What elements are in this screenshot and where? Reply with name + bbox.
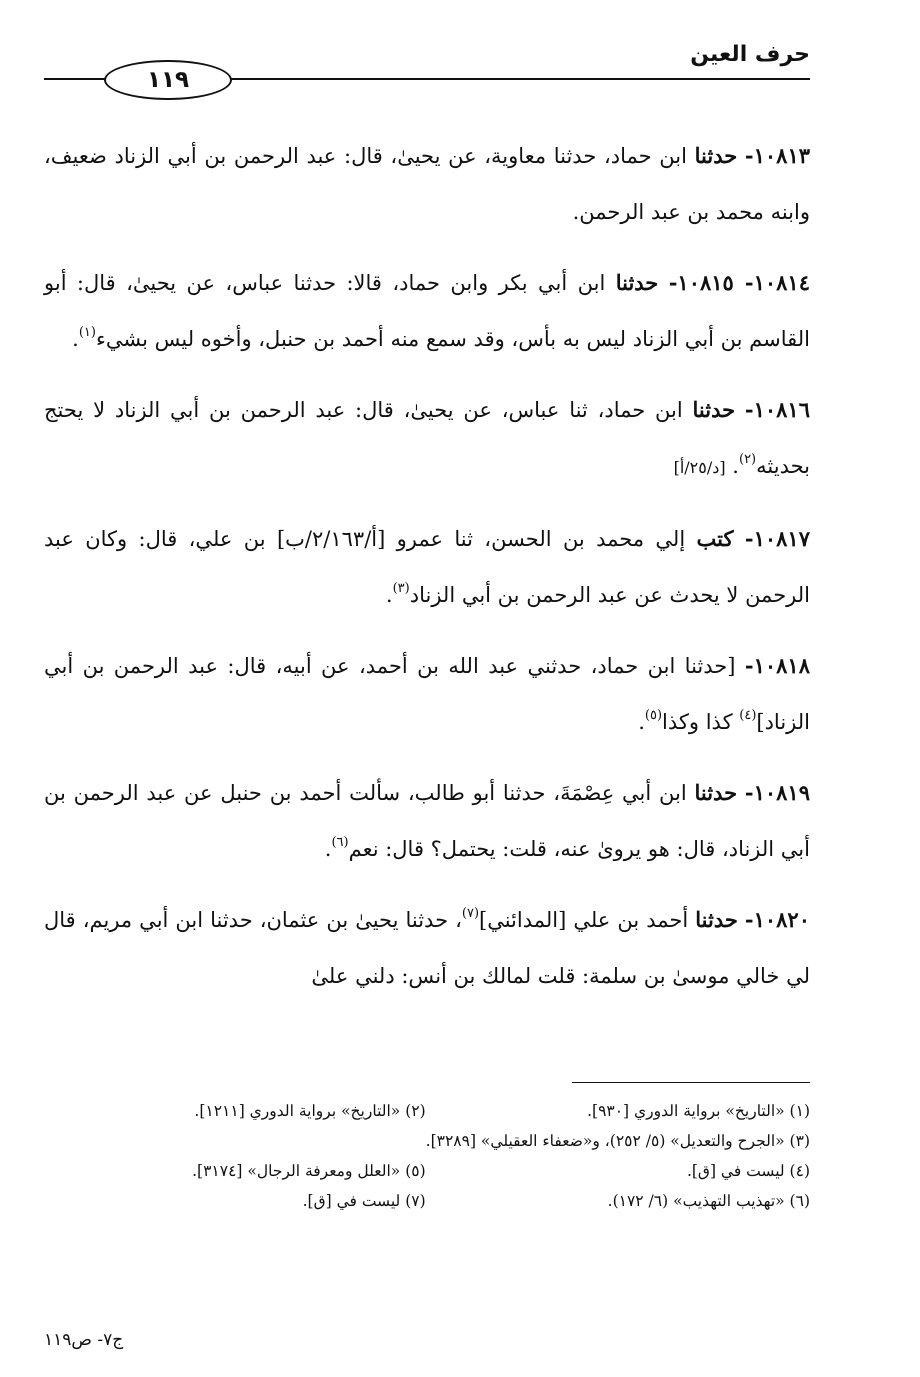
footnote-5: (٥) «العلل ومعرفة الرجال» [٣١٧٤]. xyxy=(192,1162,426,1180)
footnote-1: (١) «التاريخ» برواية الدوري [٩٣٠]. xyxy=(587,1102,810,1120)
entry-number: ١٠٨١٤- ١٠٨١٥- xyxy=(668,270,810,295)
entry-text-end: . xyxy=(385,583,393,607)
entry-keyword: حدثنا xyxy=(695,907,738,932)
footnote-marker: (٤) xyxy=(739,708,757,723)
page-number-badge: ١١٩ xyxy=(104,60,232,100)
page-reference: ج٧- ص١١٩ xyxy=(44,1330,124,1350)
footnote-2: (٢) «التاريخ» برواية الدوري [١٢١١]. xyxy=(194,1102,426,1120)
footnotes xyxy=(44,1096,810,1216)
entry-number: ١٠٨١٣- xyxy=(744,143,811,168)
entry-text: ابن حماد، ثنا عباس، عن يحيىٰ، قال: عبد الرحمن بن أبي الزناد لا يحتج بحديثه xyxy=(44,398,810,478)
entry-text-end: . xyxy=(638,710,645,734)
footnote-7: (٧) ليست في [ق]. xyxy=(302,1192,426,1210)
page-header xyxy=(44,40,810,100)
entry-10820 xyxy=(44,892,810,1004)
entry-text-end: ، حدثنا يحيىٰ بن عثمان، حدثنا ابن أبي مريم، قال لي خالي موسىٰ بن سلمة: قلت لمالك بن أنس: دلني علىٰ xyxy=(44,908,810,988)
entry-10814 xyxy=(44,255,810,367)
footnote-3: (٣) «الجرح والتعديل» (٥/ ٢٥٢)، و«ضعفاء العقيلي» [٣٢٨٩]. xyxy=(425,1132,810,1150)
entry-10813 xyxy=(44,128,810,240)
body-text xyxy=(44,128,810,1019)
entry-text: أحمد بن علي [المدائني] xyxy=(479,908,689,932)
footnote-marker: (٥) xyxy=(644,708,663,723)
entry-text-end: . xyxy=(732,454,739,478)
entry-text-end: . xyxy=(72,327,79,351)
footnote-6: (٦) «تهذيب التهذيب» (٦/ ١٧٢). xyxy=(607,1192,810,1210)
entry-number: ١٠٨١٧- xyxy=(744,526,810,551)
entry-text-end: . xyxy=(324,837,332,861)
entry-text: [حدثنا ابن حماد، حدثني عبد الله بن أحمد، عن أبيه، قال: عبد الرحمن بن أبي الزناد] xyxy=(44,654,810,734)
footnote-4: (٤) ليست في [ق]. xyxy=(686,1162,810,1180)
footnote-marker: (٢) xyxy=(738,452,757,467)
entry-10817 xyxy=(44,511,810,623)
entry-number: ١٠٨١٩- xyxy=(744,780,810,805)
entry-text: ابن أبي بكر وابن حماد، قالا: حدثنا عباس، عن يحيىٰ، قال: أبو القاسم بن أبي الزناد ليس به بأس، وقد سمع منه أحمد بن حنبل، وأخوه ليس بشيء xyxy=(44,271,810,351)
entry-number: ١٠٨١٦- xyxy=(744,397,810,422)
entry-keyword: حدثنا xyxy=(694,143,738,168)
entry-number: ١٠٨٢٠- xyxy=(744,907,810,932)
entry-keyword: حدثنا xyxy=(694,780,738,805)
entry-10819 xyxy=(44,765,810,877)
entry-text: ابن حماد، حدثنا معاوية، عن يحيىٰ، قال: عبد الرحمن بن أبي الزناد ضعيف، وابنه محمد بن عبد الرحمن. xyxy=(44,144,810,224)
footnote-marker: (٦) xyxy=(331,835,349,850)
entry-10818 xyxy=(44,638,810,750)
entry-number: ١٠٨١٨- xyxy=(744,653,810,678)
footnote-rule xyxy=(572,1082,810,1083)
footnote-marker: (٧) xyxy=(461,906,480,921)
manuscript-ref: [د/٢٥/أ] xyxy=(673,458,726,477)
entry-text: ابن أبي عِصْمَةَ، حدثنا أبو طالب، سألت أحمد بن حنبل عن عبد الرحمن بن أبي الزناد، قال: هو يروىٰ عنه، قلت: يحتمل؟ قال: نعم xyxy=(44,781,810,861)
chapter-title: حرف العين xyxy=(690,42,810,67)
footnote-marker: (١) xyxy=(78,325,96,340)
entry-10816 xyxy=(44,382,810,496)
entry-text: إلي محمد بن الحسن، ثنا عمرو [أ/٢/١٦٣/ب] بن علي، قال: وكان عبد الرحمن لا يحدث عن عبد الرحمن بن أبي الزناد xyxy=(44,527,810,607)
footnote-marker: (٣) xyxy=(392,581,410,596)
entry-keyword: كتب xyxy=(696,526,734,551)
entry-keyword: حدثنا xyxy=(615,270,659,295)
footnote-empty xyxy=(44,1126,426,1156)
entry-text-mid: كذا وكذا xyxy=(662,710,740,734)
entry-keyword: حدثنا xyxy=(692,397,736,422)
